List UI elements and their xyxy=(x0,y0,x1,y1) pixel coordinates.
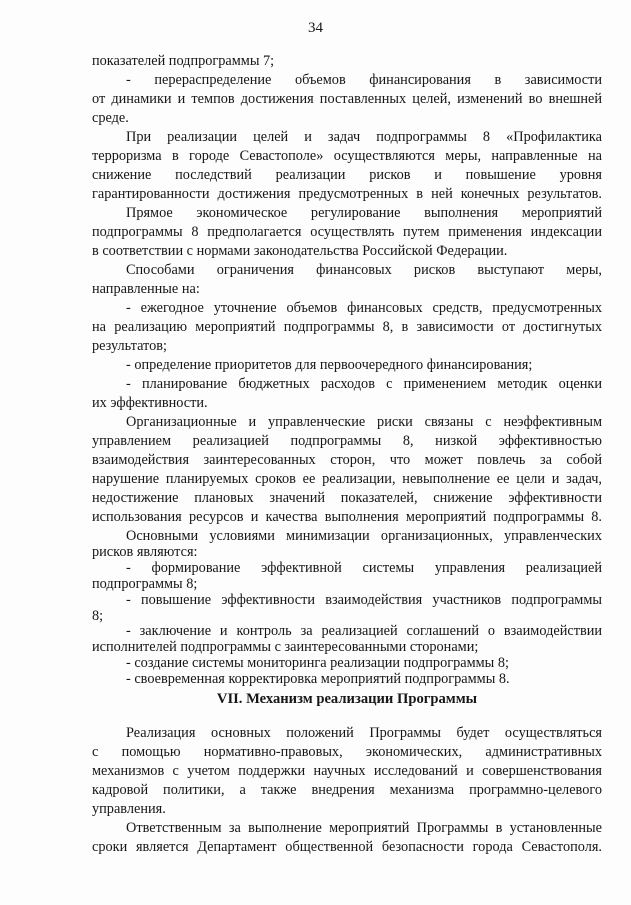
text-line: Прямое экономическое регулирование выполнения мероприятий xyxy=(126,205,602,221)
text-line: Организационные и управленческие риски связаны с неэффективным xyxy=(126,414,602,430)
text-line: использования ресурсов и качества выполнения мероприятий подпрограммы 8. xyxy=(92,509,602,525)
text-line: Основными условиями минимизации организационных, управленческих xyxy=(126,528,602,544)
text-line: исполнителей подпрограммы с заинтересованными сторонами; xyxy=(92,639,479,655)
text-line: управлением реализацией подпрограммы 8, низкой эффективностью xyxy=(92,433,602,449)
text-line: снижение последствий реализации рисков и повышение уровня xyxy=(92,167,602,183)
text-line: - заключение и контроль за реализацией соглашений о взаимодействии xyxy=(126,623,602,639)
text-line: результатов; xyxy=(92,338,167,354)
text-line: - своевременная корректировка мероприятий подпрограммы 8. xyxy=(126,671,510,687)
text-line: - определение приоритетов для первоочередного финансирования; xyxy=(126,357,533,373)
text-line: от динамики и темпов достижения поставленных целей, изменений во внешней xyxy=(92,91,602,107)
text-line: подпрограммы 8; xyxy=(92,576,198,592)
text-line: - создание системы мониторинга реализации подпрограммы 8; xyxy=(126,655,509,671)
text-line: с помощью нормативно-правовых, экономических, административных xyxy=(92,744,602,760)
text-line: - повышение эффективности взаимодействия участников подпрограммы xyxy=(126,592,602,608)
page-number: 34 xyxy=(308,20,323,36)
text-line: подпрограммы 8 предполагается осуществлять путем применения индексации xyxy=(92,224,602,240)
text-line: - планирование бюджетных расходов с применением методик оценки xyxy=(126,376,602,392)
section-heading: VII. Механизм реализации Программы xyxy=(216,691,478,707)
text-line: направленные на: xyxy=(92,281,200,297)
text-line: в соответствии с нормами законодательства Российской Федерации. xyxy=(92,243,508,259)
text-line: механизмов с учетом поддержки научных исследований и совершенствования xyxy=(92,763,602,779)
text-line: Способами ограничения финансовых рисков выступают меры, xyxy=(126,262,602,278)
text-line: нарушение планируемых сроков ее реализации, невыполнение ее цели и задач, xyxy=(92,471,602,487)
text-line: управления. xyxy=(92,801,166,817)
text-line: показателей подпрограммы 7; xyxy=(92,53,275,69)
text-line: среде. xyxy=(92,110,129,126)
text-line: гарантированности достижения предусмотренных в ней конечных результатов. xyxy=(92,186,602,202)
text-line: рисков являются: xyxy=(92,544,198,560)
text-line: Ответственным за выполнение мероприятий Программы в установленные xyxy=(126,820,602,836)
text-line: 8; xyxy=(92,608,104,624)
text-line: При реализации целей и задач подпрограммы 8 «Профилактика xyxy=(126,129,602,145)
text-line: терроризма в городе Севастополе» осуществляются меры, направленные на xyxy=(92,148,602,164)
text-line: Реализация основных положений Программы будет осуществляться xyxy=(126,725,602,741)
text-line: взаимодействия заинтересованных сторон, что может повлечь за собой xyxy=(92,452,602,468)
text-line: - формирование эффективной системы управления реализацией xyxy=(126,560,602,576)
text-line: недостижение плановых значений показателей, снижение эффективности xyxy=(92,490,602,506)
text-line: сроки является Департамент общественной безопасности города Севастополя. xyxy=(92,839,602,855)
text-line: - перераспределение объемов финансирования в зависимости xyxy=(126,72,602,88)
text-line: на реализацию мероприятий подпрограммы 8, в зависимости от достигнутых xyxy=(92,319,602,335)
text-line: их эффективности. xyxy=(92,395,208,411)
text-line: кадровой политики, а также внедрения механизма программно-целевого xyxy=(92,782,602,798)
text-line: - ежегодное уточнение объемов финансовых средств, предусмотренных xyxy=(126,300,602,316)
